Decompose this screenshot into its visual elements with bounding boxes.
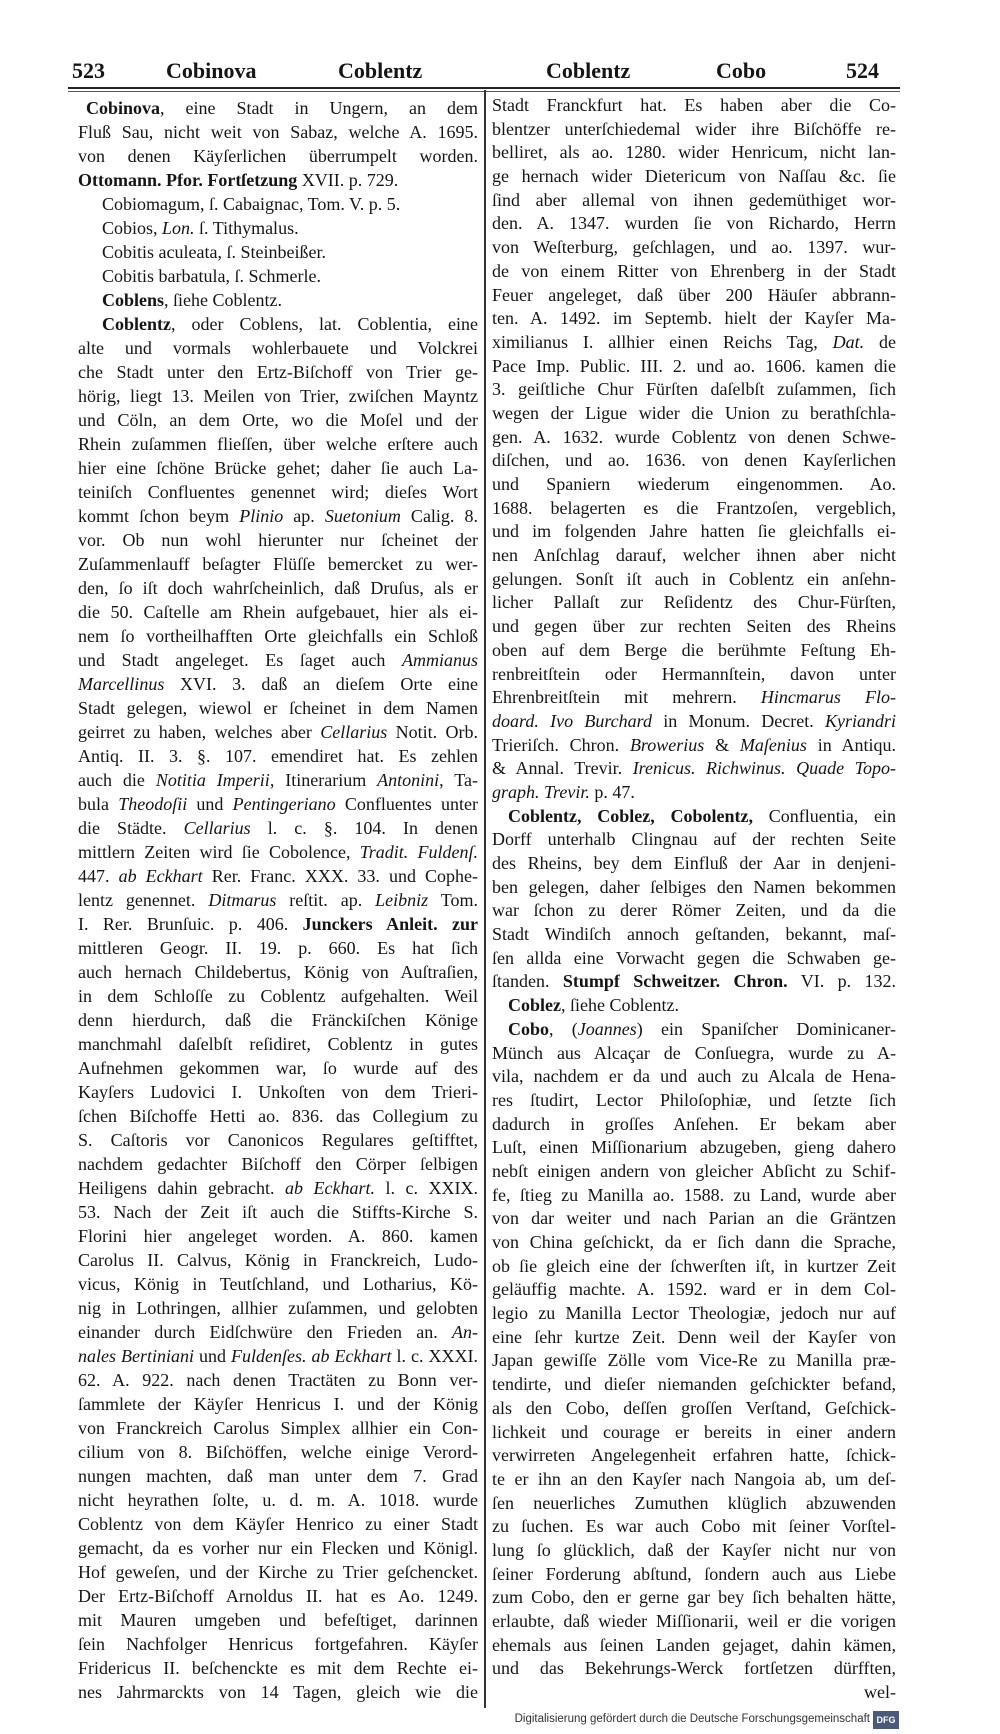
text-line: 1688. belagerten es die Frantzoſen, vergeblich, [492,497,896,518]
text-run: , ( [549,1018,578,1039]
text-line: Der Ertz-Biſchoff Arnoldus II. hat es Ao. 1249. [78,1586,478,1606]
digitization-credit: Digitalisierung gefördert durch die Deutsche Forschungsgemeinschaft [514,1713,870,1725]
text-line [78,168,478,192]
bold-text: Cobo [508,1018,550,1039]
text-run: Ehrenbreitſtein mit mehrern. [492,687,761,708]
text-line [78,648,478,672]
text-line: nes Jahrmarckts von 14 Tagen, gleich wie die [78,1682,478,1702]
text-line [78,312,478,336]
text-line: Fluß Sau, nicht weit von Sabaz, welche A. 1695. [78,122,478,142]
text-line [78,792,478,816]
text-line: auch hernach Childebertus, König von Auſtraſien, [78,962,478,982]
text-line: nig in Lothringen, allhier zuſammen, und gelobten [78,1298,478,1318]
text-line: Cobitis barbatula, ſ. Schmerle. [102,266,321,286]
text-line: vor. Ob nun wohl hierunter nur ſcheinet der [78,530,478,550]
italic-citation: Cellarius [320,722,388,742]
running-head-left-last: Coblentz [338,58,423,83]
text-line: Carolus II. Calvus, König in Franckreich, Ludo- [78,1250,478,1270]
running-head-right-first: Coblentz [546,58,631,83]
italic-citation: Tradit. Fuldenſ. [359,842,478,862]
text-line: belliret, als ao. 1280. wider Henricum, nicht lan- [492,142,896,163]
text-line: Rhein zuſammen flieſſen, über welche erſtere auch [78,434,478,454]
text-line: Aufnehmen gekommen war, ſo wurde auf des [78,1058,478,1078]
running-head-right-last: Cobo [716,58,767,83]
text-line: und das Bekehrungs-Werck fortſetzen dürfften, [492,1658,896,1679]
text-run: , ſiehe Coblentz. [164,290,282,310]
text-line [78,888,478,912]
text-line [78,96,478,120]
text-line: Florini hier angeleget worden. A. 860. kamen [78,1226,478,1246]
text-line: von Franckreich Carolus Simplex allhier ein Con- [78,1418,478,1438]
text-run: p. 47. [589,781,635,802]
text-line [492,805,896,829]
text-line: und gegen über zur rechten Seiten des Rheins [492,616,896,637]
text-run: Rer. Franc. XXX. 33. und Cophe- [202,866,478,886]
text-run: , Itinerarium [269,770,378,790]
text-line [78,864,478,888]
text-line: ſeiner Forderung abſtund, ſondern auch aus Liebe [492,1563,896,1584]
italic-citation: Fuldenſes. ab Eckhart [231,1346,392,1366]
text-line: tendirte, und dieſer niemanden geſchickter befand, [492,1374,896,1395]
text-line: Japan gewiſſe Zölle vom Vice-Re zu Manilla præ- [492,1350,896,1371]
text-line: nachdem gedachter Biſchoff den Cörper ſelbigen [78,1154,478,1174]
italic-citation: Lon. [162,218,195,238]
text-run: Confluentia, ein [753,805,896,826]
right-column [492,94,896,1705]
text-line [492,331,896,355]
text-line: ſen neuerliches Zumuthen klüglich abzuwenden [492,1492,896,1513]
text-line: Stadt Windiſch annoch geſtanden, bekannt, maſ- [492,924,896,945]
text-line: nungen machten, daß man unter dem 7. Grad [78,1466,478,1486]
text-line: Münch aus Alcaçar de Conſuegra, wurde zu A- [492,1042,896,1063]
text-line [78,1176,478,1200]
italic-citation: ab Eckhart. [284,1178,375,1198]
left-column [78,96,478,1704]
text-line: Zuſammenlauff beſagter Flüſſe bemercket zu wer- [78,554,478,574]
italic-citation: Maſenius [739,734,807,755]
text-line [78,288,478,312]
text-line: Antiq. II. 3. §. 107. emendiret hat. Es zehlen [78,746,478,766]
text-run: l. c. §. 104. In denen [250,818,478,838]
text-line [492,710,896,734]
text-run: Calig. 8. [400,506,478,526]
text-line: eine ſehr kurtze Zeit. Denn weil der Kayſer von [492,1326,896,1347]
italic-citation: Hincmarus Flo- [760,687,896,708]
text-line: vicus, König in Teutſchland, und Lotharius, Kö- [78,1274,478,1294]
italic-citation: Suetonium [324,506,401,526]
text-line: von denen Käyſerlichen überrumpelt worden. [78,146,478,166]
italic-citation: doard. Ivo Burchard [492,710,652,731]
text-line: alte und vormals wohlerbauete und Volckrei [78,338,478,358]
text-run: & [704,734,740,755]
text-run: ximilianus I. allhier einen Reichs Tag, [492,331,833,352]
text-line: 3. geiſtliche Chur Fürſten daſelbſt zuſammen, ſich [492,379,896,400]
text-line: lichkeit und courage er bereits in einer andern [492,1421,896,1442]
text-line: mit Mauren umgeben und befeſtiget, darinnen [78,1610,478,1630]
text-line: nebſt einigen andern von gleicher Abſicht zu Schif- [492,1160,896,1181]
text-line: ge hernach wider Dietericum von Naſſau &c. ſie [492,166,896,187]
text-line [492,734,896,758]
text-line: geläuffig machte. A. 1592. ward er in dem Col- [492,1279,896,1300]
text-line: gemacht, da es vorher nur ein Flecken und Königl. [78,1538,478,1558]
bold-text: Stumpf Schweitzer. Chron. [562,971,788,992]
text-run: geirret zu haben, welches aber [78,722,321,742]
text-line: Luſt, einen Miſſionarium abzugeben, gieng dahero [492,1137,896,1158]
text-line: des Rheins, bey dem Einfluß der Aar in denjeni- [492,853,896,873]
text-line: Stadt Franckfurt hat. Es haben aber die Co- [492,95,896,115]
text-run: und Stadt angeleget. Es ſaget auch [78,650,402,670]
italic-citation: Antonini [377,770,440,790]
text-run: Trieriſch. Chron. [492,734,630,755]
text-line: war ſchon zu derer Römer Zeiten, und da die [492,900,896,921]
text-line: de von einem Ritter von Ehrenberg in der Stadt [492,260,896,281]
text-run: bula [78,794,119,814]
text-line [492,970,896,994]
text-line: ſen allda eine Vorwacht gegen die Schwaben ge- [492,947,896,968]
text-line: nicht heyrathen ſolte, u. d. m. A. 1018. wurde [78,1490,478,1510]
text-line: Coblentz von dem Käyſer Henrico zu einer Stadt [78,1514,478,1534]
italic-citation: Dat. [832,331,865,352]
italic-citation: Cellarius [183,818,251,838]
text-line: blentzer unterſchiedemal wider ihre Biſchöffe re- [492,118,896,139]
text-line [492,686,896,710]
text-line: ben gelegen, daher ſelbiges den Namen bekommen [492,876,896,897]
text-line [492,781,896,805]
text-run: ap. [283,506,325,526]
text-run: Tom. [428,890,478,910]
text-line: von dar weiter und nach Parian an die Gräntzen [492,1208,896,1229]
text-line [492,757,896,781]
italic-citation: Ditmarus [208,890,277,910]
text-line [78,1344,478,1368]
text-line: ſein Nachfolger Henricus fortgefahren. Käyſer [78,1634,478,1654]
text-run: kommt ſchon beym [78,506,240,526]
text-line: legio zu Manilla Lector Theologiæ, jedoch nur auf [492,1303,896,1324]
text-line: 53. Nach der Zeit iſt auch die Stiffts-Kirche S. [78,1202,478,1222]
italic-citation: Plinio [239,506,284,526]
text-run: und [187,794,233,814]
text-line [492,994,896,1018]
text-line [78,912,478,936]
text-line: und Cöln, an dem Orte, wo die Moſel und der [78,410,478,430]
text-run: lentz genennet. [78,890,209,910]
italic-citation: Pentingeriano [232,794,336,814]
text-run: , Ta- [439,770,478,790]
text-line: wegen der Ligue wider die Union zu berathſchla- [492,402,896,423]
text-line [492,1018,896,1042]
italic-citation: Joannes [577,1018,637,1039]
bold-text: Coblentz [102,314,171,334]
text-run: XVI. 3. daß an dieſem Orte eine [164,674,478,694]
text-line: hörig, liegt 13. Meilen von Trier, zwiſchen Mayntz [78,386,478,406]
text-run: de [864,331,896,352]
italic-citation: Irenicus. Richwinus. Quade Topo- [632,758,896,779]
header-rule [68,87,900,89]
text-line: Cobiomagum, ſ. Cabaignac, Tom. V. p. 5. [102,194,401,214]
italic-citation: Theodoſii [118,794,188,814]
text-line: dadurch in groſſes Anſehen. Er bekam aber [492,1113,896,1134]
text-line: wel- [864,1682,896,1703]
italic-citation: ab Eckhart [118,866,203,886]
text-line: mittleren Geogr. II. 19. p. 660. Es hat ſich [78,938,478,958]
text-run: in Monum. Decret. [652,710,825,731]
text-run: auch die [78,770,156,790]
text-run: ſ. Tithymalus. [194,218,299,238]
text-line: che Stadt unter den Ertz-Biſchoff von Trier ge- [78,362,478,382]
italic-citation: Browerius [629,734,705,755]
text-line: oben auf dem Berge die berühmte Feſtung Eh- [492,639,896,660]
text-line: gelungen. Sonſt iſt auch in Coblentz ein anſehn- [492,568,896,589]
text-run: Cobios, [102,218,163,238]
text-line: erlaubte, daß wieder Miſſionarii, weil er die vorigen [492,1611,896,1631]
bold-text: Coblez [508,995,561,1016]
text-run: , ſiehe Coblentz. [561,995,679,1016]
text-line: und Spaniern wiederum eingenommen. Ao. [492,474,896,494]
text-run: Confluentes unter [335,794,478,814]
text-run: in Antiqu. [806,734,896,755]
text-line: Kayſers Ludovici I. Unkoſten von dem Trieri- [78,1082,478,1102]
text-line: ehemals aus ſeinen Landen gejaget, dahin kämen, [492,1634,896,1655]
text-run: VI. p. 132. [787,971,896,992]
italic-citation: graph. Trevir. [492,781,590,802]
text-line [78,504,478,528]
text-line: den. A. 1347. wurden ſie von Richardo, Herrn [492,213,896,234]
text-line: die 50. Caſtelle am Rhein aufgebauet, hier als ei- [78,602,478,622]
text-run: 447. [78,866,119,886]
text-line: renbreitſtein oder Hermannſtein, davon unter [492,663,896,684]
text-line: den, ſo iſt doch wahrſcheinlich, daß Druſus, als er [78,578,478,598]
text-line: in dem Schloſſe zu Coblentz aufgehalten. Weil [78,986,478,1006]
page-number-left: 523 [72,58,105,83]
bold-text: Junckers Anleit. zur [302,914,478,934]
text-line: lung ſo glücklich, daß der Kayſer nicht nur von [492,1539,896,1560]
text-run: ſtanden. [492,971,563,992]
text-line: diſchen, und ao. 1636. von denen Kayſerlichen [492,450,896,471]
italic-citation: An- [452,1322,478,1342]
dfg-logo: DFG [873,1711,899,1729]
text-run: & Annal. Trevir. [492,758,633,779]
page-number-right: 524 [846,58,879,83]
text-line: Hof geweſen, und der Kirche zu Trier geſchencket. [78,1562,478,1582]
text-line: teiniſch Confluentes genennet wird; dieſes Wort [78,482,478,502]
text-line: vila, nachdem er da und auch zu Alcala de Hena- [492,1066,896,1087]
text-line: zum Cobo, den er gerne gar bey ſich behalten hätte, [492,1587,896,1608]
column-divider [484,90,486,1708]
text-line: fe, ſtieg zu Manilla ao. 1588. zu Land, wurde aber [492,1184,896,1205]
text-line: nen Anſchlag darauf, welcher ihnen aber nicht [492,545,896,566]
text-line [78,840,478,864]
text-line [78,816,478,840]
bold-text: Coblens [102,290,165,310]
text-line: Cobitis aculeata, ſ. Steinbeißer. [102,242,326,262]
text-line: ſind aber allemal von ihnen gedemüthiget wor- [492,189,896,210]
bold-text: Ottomann. Pfor. Fortſetzung [78,170,298,190]
text-line: ob ſie gleich eine der ſchwerſten iſt, in kurtzer Zeit [492,1255,896,1276]
text-line [78,216,478,240]
running-head-left-first: Cobinova [166,58,257,83]
text-run: , eine Stadt in Ungern, an dem [160,98,478,118]
text-line: te er ihn an den Kayſer nach Nangoia ab, um deſ- [492,1468,896,1489]
text-run: I. Rer. Brunſuic. p. 406. [78,914,303,934]
text-line: von China geſchickt, da er ſich dann die Sprache, [492,1232,896,1252]
text-line: denn hierdurch, daß die Fränckiſchen Könige [78,1010,478,1030]
text-run: reſtit. ap. [276,890,376,910]
text-line: und im folgenden Jahre hatten ſie gleichfalls ei- [492,521,896,542]
text-line: von Weſterburg, geſchlagen, und ao. 1397. wur- [492,237,896,258]
text-line: 62. A. 922. nach denen Tractäten zu Bonn ver- [78,1370,478,1390]
text-line: nem ſo vortheilhafften Orte gleichfalls ein Schloß [78,626,478,646]
bold-text: Cobinova [86,98,161,118]
text-line: gen. A. 1632. wurde Coblentz von denen Schwe- [492,426,896,447]
text-line: ſammlete der Käyſer Henricus I. und der König [78,1394,478,1414]
text-line: manchmahl daſelbſt reſidiret, Coblentz in gutes [78,1034,478,1054]
text-line: Dorff unterhalb Clingnau auf der rechten Seite [492,829,896,850]
text-line: verwirreten Angelegenheit erfahren hatte, ſchick- [492,1445,896,1466]
text-line: Stadt gelegen, wiewol er ſcheinet in dem Namen [78,698,478,718]
italic-citation: Leibniz [375,890,429,910]
text-line: zu ſuchen. Es war auch Cobo mit ſeiner Vorſtel- [492,1516,896,1537]
text-run: XVII. p. 729. [297,170,399,190]
text-line: als den Cobo, deſſen groſſen Verſtand, Geſchick- [492,1397,896,1418]
text-run: Notit. Orb. [387,722,478,742]
bold-text: Coblentz, Coblez, Cobolentz, [508,805,753,826]
text-run: Heiligens dahin gebracht. [78,1178,285,1198]
text-run: l. c. XXIX. [374,1178,478,1198]
text-line [78,768,478,792]
text-run: l. c. XXXI. [391,1346,478,1366]
italic-citation: nales Bertiniani [78,1346,194,1366]
text-run: , oder Coblens, lat. Coblentia, eine [171,314,478,334]
text-line: Fridericus II. beſchenckte es mit dem Rechte ei- [78,1658,478,1678]
text-line: ten. A. 1492. im Septemb. hielt der Kayſer Ma- [492,308,896,329]
text-run: und [194,1346,232,1366]
italic-citation: Notitia Imperii [155,770,270,790]
text-run: mittlern Zeiten wird ſie Cobolence, [78,842,360,862]
text-line: hier eine ſchöne Brücke gehet; daher ſie auch La- [78,458,478,478]
text-line [78,720,478,744]
text-run: die Städte. [78,818,184,838]
italic-citation: Marcellinus [78,674,165,694]
text-line: Pace Imp. Public. III. 2. und ao. 1606. kamen die [492,355,896,376]
text-line [78,672,478,696]
text-line: ſchen Biſchoffe Hetti ao. 836. das Collegium zu [78,1106,478,1126]
italic-citation: Ammianus [402,650,478,670]
text-run: ) ein Spaniſcher Dominicaner- [636,1018,896,1039]
text-line: licher Pallaſt zur Reſidentz des Chur-Fürſten, [492,592,896,613]
text-line: cilium von 8. Biſchöffen, welche einige Verord- [78,1442,478,1462]
text-line [78,1320,478,1344]
italic-citation: Kyriandri [825,710,896,731]
text-run: einander durch Eidſchwüre den Frieden an. [78,1322,452,1342]
text-line: S. Caſtoris vor Canonicos Regulares geſtifftet, [78,1130,478,1150]
text-line: res ſtudirt, Lector Philoſophiæ, und ſetzte ſich [492,1089,896,1110]
text-line: Feuer angeleget, daß über 200 Häuſer abbrann- [492,284,896,305]
